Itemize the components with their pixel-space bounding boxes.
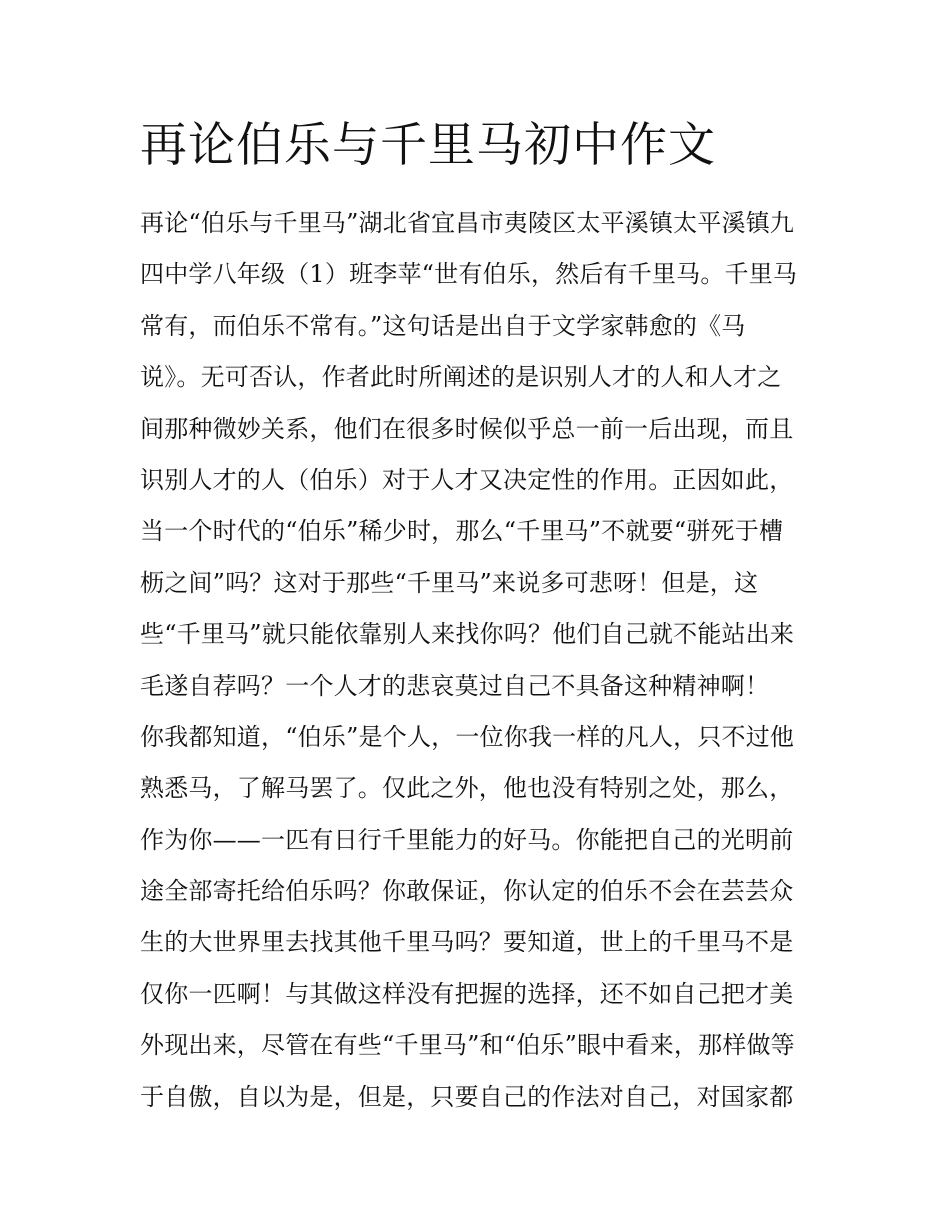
- body-line: 些“千里马”就只能依靠别人来找你吗？他们自己就不能站出来: [140, 620, 795, 649]
- body-line: 间那种微妙关系，他们在很多时候似乎总一前一后出现，而且: [140, 414, 794, 443]
- body-line: 再论“伯乐与千里马”湖北省宜昌市夷陵区太平溪镇太平溪镇九: [140, 209, 795, 237]
- body-line: 仅你一匹啊！与其做这样没有把握的选择，还不如自己把才美: [140, 979, 794, 1008]
- document-body: [140, 198, 820, 1123]
- body-line: 途全部寄托给伯乐吗？你敢保证，你认定的伯乐不会在芸芸众: [140, 877, 794, 906]
- body-line: 当一个时代的“伯乐”稀少时，那么“千里马”不就要“骈死于槽: [140, 517, 784, 546]
- body-line: 常有，而伯乐不常有。”这句话是出自于文学家韩愈的《马: [140, 311, 746, 340]
- body-line: 毛遂自荐吗？一个人才的悲哀莫过自己不具备这种精神啊！: [140, 671, 770, 700]
- body-line: 熟悉马，了解马罢了。仅此之外，他也没有特别之处，那么，: [140, 774, 794, 803]
- body-line: 外现出来，尽管在有些“千里马”和“伯乐”眼中看来，那样做等: [140, 1031, 795, 1060]
- body-line: 于自傲，自以为是，但是，只要自己的作法对自己，对国家都: [140, 1082, 794, 1111]
- body-line: 说》。无可否认，作者此时所阐述的是识别人才的人和人才之: [140, 363, 782, 392]
- body-line: 枥之间”吗？这对于那些“千里马”来说多可悲呀！但是，这: [140, 568, 759, 597]
- body-line: 四中学八年级（1）班李苹“世有伯乐，然后有千里马。千里马: [140, 260, 798, 289]
- body-line: 你我都知道，“伯乐”是个人，一位你我一样的凡人，只不过他: [140, 722, 795, 751]
- body-line: 识别人才的人（伯乐）对于人才又决定性的作用。正因如此，: [140, 465, 794, 494]
- body-line: 作为你——一匹有日行千里能力的好马。你能把自己的光明前: [140, 825, 794, 854]
- body-line: 生的大世界里去找其他千里马吗？要知道，世上的千里马不是: [140, 928, 794, 957]
- document-title: 再论伯乐与千里马初中作文: [140, 118, 716, 173]
